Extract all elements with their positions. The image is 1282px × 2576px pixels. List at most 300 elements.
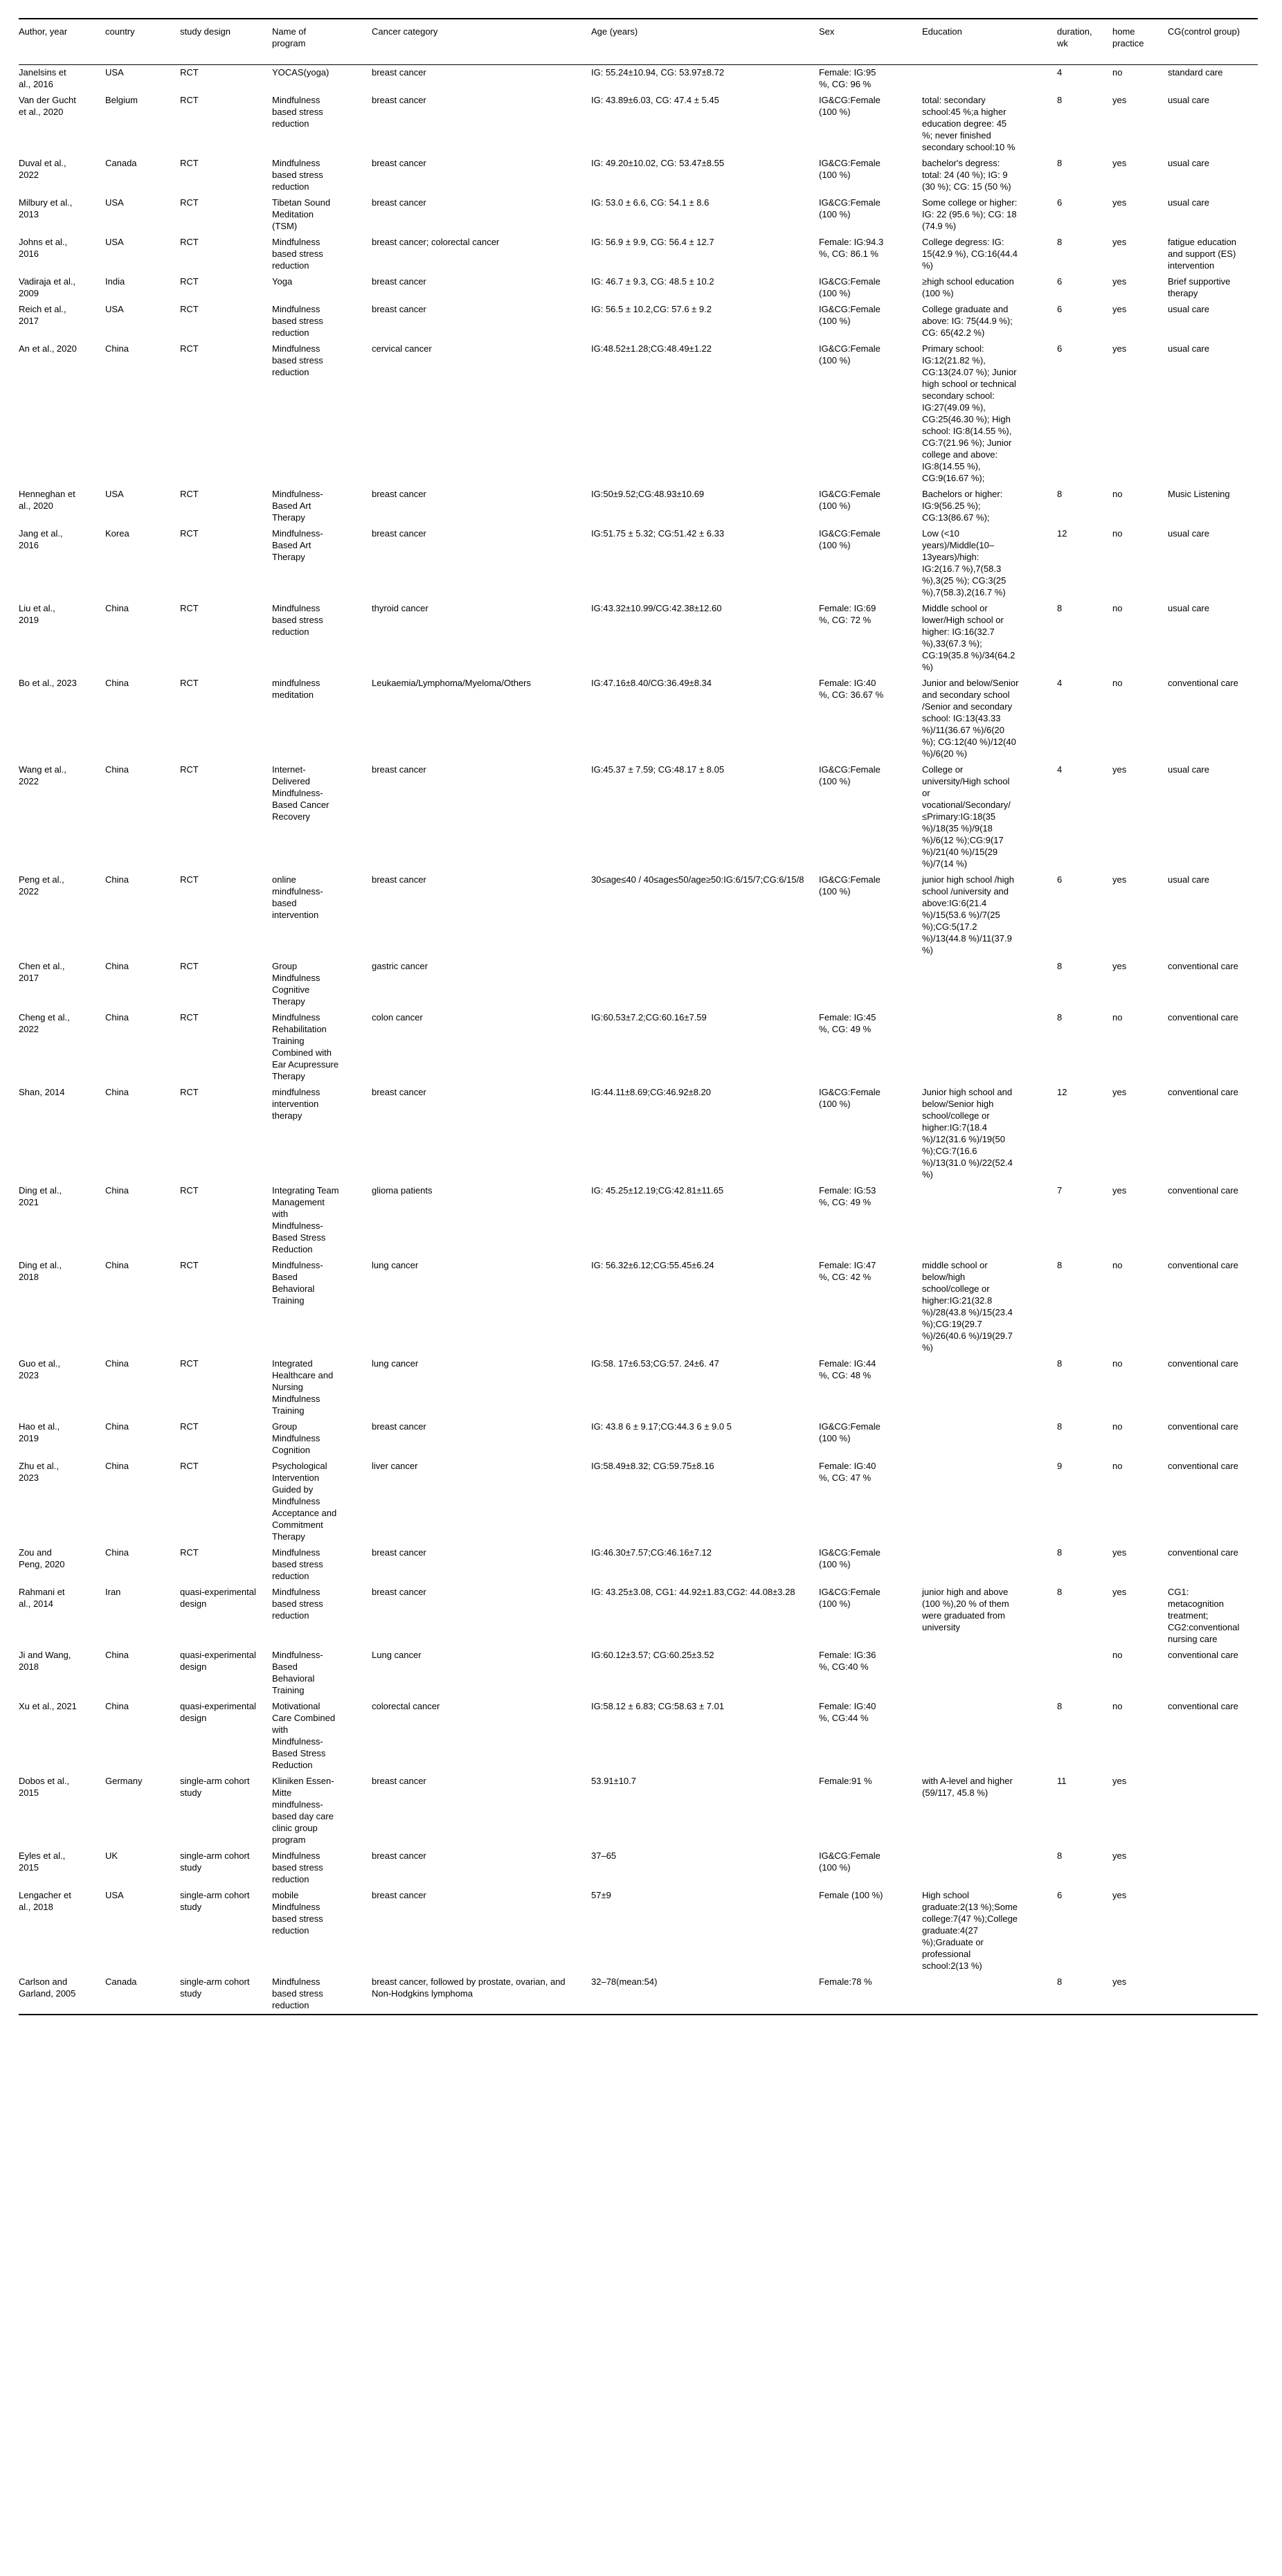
cell-sex: Female: IG:40 %, CG: 47 % [819, 1461, 876, 1483]
cell-category: breast cancer [372, 1547, 426, 1558]
cell-sex: Female: IG:44 %, CG: 48 % [819, 1358, 876, 1380]
cell-education: bachelor's degress: total: 24 (40 %); IG: 9 (30 %); CG: 15 (50 %) [922, 158, 1011, 192]
table-row [19, 156, 1258, 195]
cell-cg: conventional care [1168, 1421, 1238, 1432]
cell-cg: conventional care [1168, 678, 1238, 688]
study-characteristics-table [19, 18, 1258, 2015]
cell-author: An et al., 2020 [19, 343, 77, 354]
cell-duration: 6 [1057, 304, 1063, 314]
cell-home: no [1112, 1421, 1123, 1432]
cell-design: quasi-experimental design [180, 1701, 256, 1723]
cell-age: IG:44.11±8.69;CG:46.92±8.20 [591, 1087, 712, 1097]
cell-education [922, 1459, 1057, 1545]
cell-age: IG:43.32±10.99/CG:42.38±12.60 [591, 603, 722, 613]
table-row [19, 1585, 1258, 1648]
cell-education: middle school or below/high school/college or higher:IG:21(32.8 %)/28(43.8 %)/15(23.4 %);CG:19(29.7 %)/26(40.6 %)/19(29.7 %) [922, 1260, 1013, 1353]
cell-category: gastric cancer [372, 961, 428, 971]
cell-home: yes [1112, 874, 1127, 885]
column-header-age: Age (years) [591, 19, 819, 65]
cell-age: IG: 45.25±12.19;CG:42.81±11.65 [591, 1185, 724, 1196]
cell-home: yes [1112, 1976, 1127, 1987]
cell-education: total: secondary school:45 %;a higher education degree: 45 %; never finished secondary school:10 % [922, 95, 1015, 152]
cell-cg: Brief supportive therapy [1168, 276, 1231, 298]
cell-home: no [1112, 1701, 1123, 1711]
cell-design: RCT [180, 1012, 199, 1023]
cell-country: Canada [105, 158, 137, 168]
cell-program: Psychological Intervention Guided by Mindfulness Acceptance and Commitment Therapy [272, 1461, 337, 1542]
cell-age: IG:58.49±8.32; CG:59.75±8.16 [591, 1461, 714, 1471]
cell-education: College degress: IG: 15(42.9 %), CG:16(44.4 %) [922, 237, 1018, 271]
cell-design: RCT [180, 874, 199, 885]
column-header-sex: Sex [819, 19, 922, 65]
cell-education [922, 1974, 1057, 2015]
cell-country: China [105, 1421, 129, 1432]
cell-cg: usual care [1168, 874, 1209, 885]
cell-category: colon cancer [372, 1012, 423, 1023]
cell-duration: 4 [1057, 67, 1063, 78]
cell-category: liver cancer [372, 1461, 418, 1471]
cell-education: Bachelors or higher: IG:9(56.25 %); CG:13(86.67 %); [922, 489, 1003, 523]
cell-cg: conventional care [1168, 1087, 1238, 1097]
cell-age: 53.91±10.7 [591, 1776, 636, 1786]
cell-author: Hao et al., 2019 [19, 1421, 60, 1443]
cell-duration: 6 [1057, 874, 1063, 885]
cell-age: IG: 53.0 ± 6.6, CG: 54.1 ± 8.6 [591, 197, 710, 208]
table-body [19, 65, 1258, 2015]
cell-category: breast cancer [372, 489, 426, 499]
cell-sex: IG&CG:Female (100 %) [819, 343, 881, 366]
cell-program: YOCAS(yoga) [272, 67, 329, 78]
cell-program: Mindfulness based stress reduction [272, 343, 323, 377]
cell-program: Motivational Care Combined with Mindfulness-Based Stress Reduction [272, 1701, 336, 1770]
cell-home: yes [1112, 1850, 1127, 1861]
cell-duration: 4 [1057, 764, 1063, 775]
cell-home: yes [1112, 1185, 1127, 1196]
cell-country: China [105, 603, 129, 613]
cell-home: yes [1112, 197, 1127, 208]
cell-age: IG: 55.24±10.94, CG: 53.97±8.72 [591, 67, 725, 78]
cell-author: Henneghan et al., 2020 [19, 489, 75, 511]
cell-sex: IG&CG:Female (100 %) [819, 95, 881, 117]
table-row [19, 235, 1258, 274]
cell-duration: 8 [1057, 158, 1063, 168]
cell-duration: 8 [1057, 1421, 1063, 1432]
cell-design: RCT [180, 678, 199, 688]
cell-duration: 8 [1057, 1976, 1063, 1987]
cell-age: 57±9 [591, 1890, 611, 1900]
cell-design: RCT [180, 343, 199, 354]
cell-author: Milbury et al., 2013 [19, 197, 73, 219]
cell-category: Lung cancer [372, 1650, 422, 1660]
cell-program: Integrating Team Management with Mindfulness-Based Stress Reduction [272, 1185, 339, 1254]
cell-duration: 8 [1057, 95, 1063, 105]
cell-cg: usual care [1168, 603, 1209, 613]
cell-sex: Female:91 % [819, 1776, 872, 1786]
cell-age: IG: 49.20±10.02, CG: 53.47±8.55 [591, 158, 725, 168]
cell-sex: Female: IG:36 %, CG:40 % [819, 1650, 876, 1672]
cell-author: Guo et al., 2023 [19, 1358, 60, 1380]
cell-category: breast cancer, followed by prostate, ovarian, and Non-Hodgkins lymphoma [372, 1976, 566, 1999]
cell-category: breast cancer [372, 1087, 426, 1097]
cell-design: RCT [180, 603, 199, 613]
cell-sex: IG&CG:Female (100 %) [819, 874, 881, 897]
cell-country: Canada [105, 1976, 137, 1987]
cell-design: RCT [180, 961, 199, 971]
cell-sex: Female: IG:47 %, CG: 42 % [819, 1260, 876, 1282]
cell-sex: IG&CG:Female (100 %) [819, 1087, 881, 1109]
cell-cg: conventional care [1168, 1185, 1238, 1196]
cell-author: Lengacher et al., 2018 [19, 1890, 71, 1912]
cell-education: with A-level and higher (59/117, 45.8 %) [922, 1776, 1013, 1798]
table-row [19, 1545, 1258, 1585]
cell-category: breast cancer [372, 158, 426, 168]
cell-country: USA [105, 67, 124, 78]
cell-category: thyroid cancer [372, 603, 428, 613]
cell-education: College or university/High school or vocational/Secondary/≤Primary:IG:18(35 %)/18(35 %)/9(18 %)/6(12 %);CG:9(17 %)/21(40 %)/15(29 %)/7(14 %) [922, 764, 1011, 869]
cell-design: quasi-experimental design [180, 1650, 256, 1672]
cell-program: Group Mindfulness Cognitive Therapy [272, 961, 320, 1007]
cell-country: China [105, 764, 129, 775]
cell-program: online mindfulness-based intervention [272, 874, 323, 920]
cell-home: yes [1112, 343, 1127, 354]
cell-author: Janelsins et al., 2016 [19, 67, 66, 89]
cell-design: single-arm cohort study [180, 1890, 250, 1912]
table-row [19, 1648, 1258, 1699]
cell-cg: Music Listening [1168, 489, 1230, 499]
cell-home: yes [1112, 1890, 1127, 1900]
cell-sex: Female: IG:53 %, CG: 49 % [819, 1185, 876, 1207]
cell-duration [1057, 1648, 1112, 1699]
cell-country: China [105, 1358, 129, 1369]
cell-country: China [105, 1547, 129, 1558]
cell-design: RCT [180, 764, 199, 775]
cell-sex: Female:78 % [819, 1976, 872, 1987]
cell-program: Integrated Healthcare and Nursing Mindfulness Training [272, 1358, 334, 1416]
cell-cg [1168, 1888, 1258, 1974]
cell-sex: Female: IG:94.3 %, CG: 86.1 % [819, 237, 884, 259]
cell-design: RCT [180, 1358, 199, 1369]
table-row [19, 1356, 1258, 1419]
cell-home: yes [1112, 276, 1127, 287]
cell-country: China [105, 874, 129, 885]
table-row [19, 1419, 1258, 1459]
cell-author: Ding et al., 2021 [19, 1185, 62, 1207]
cell-program: mobile Mindfulness based stress reduction [272, 1890, 323, 1936]
cell-category: cervical cancer [372, 343, 432, 354]
cell-age: IG:45.37 ± 7.59; CG:48.17 ± 8.05 [591, 764, 725, 775]
cell-category: glioma patients [372, 1185, 433, 1196]
cell-age: IG:50±9.52;CG:48.93±10.69 [591, 489, 705, 499]
cell-author: Bo et al., 2023 [19, 678, 77, 688]
cell-program: Mindfulness based stress reduction [272, 1850, 323, 1884]
cell-design: single-arm cohort study [180, 1976, 250, 1999]
cell-category: colorectal cancer [372, 1701, 440, 1711]
cell-sex: IG&CG:Female (100 %) [819, 304, 881, 326]
cell-program: mindfulness intervention therapy [272, 1087, 320, 1121]
cell-cg [1168, 1774, 1258, 1848]
cell-author: Eyles et al., 2015 [19, 1850, 66, 1873]
cell-country: China [105, 1701, 129, 1711]
cell-category: lung cancer [372, 1358, 419, 1369]
cell-duration: 8 [1057, 1012, 1063, 1023]
cell-author: Van der Gucht et al., 2020 [19, 95, 76, 117]
cell-design: RCT [180, 1087, 199, 1097]
cell-sex: IG&CG:Female (100 %) [819, 1547, 881, 1569]
cell-category: breast cancer [372, 764, 426, 775]
cell-cg: conventional care [1168, 1547, 1238, 1558]
table-row [19, 302, 1258, 341]
cell-category: breast cancer [372, 197, 426, 208]
table-row [19, 1888, 1258, 1974]
cell-program: Mindfulness-Based Behavioral Training [272, 1260, 323, 1306]
cell-program: Mindfulness based stress reduction [272, 1547, 323, 1581]
cell-sex: Female: IG:40 %, CG: 36.67 % [819, 678, 884, 700]
cell-education: ≥high school education (100 %) [922, 276, 1014, 298]
cell-home: no [1112, 489, 1123, 499]
cell-duration: 6 [1057, 343, 1063, 354]
cell-category: lung cancer [372, 1260, 419, 1270]
cell-design: RCT [180, 1461, 199, 1471]
cell-country: India [105, 276, 125, 287]
cell-design: RCT [180, 237, 199, 247]
cell-program: Mindfulness based stress reduction [272, 603, 323, 637]
cell-age: 37–65 [591, 1850, 617, 1861]
cell-design: single-arm cohort study [180, 1776, 250, 1798]
cell-cg: usual care [1168, 764, 1209, 775]
cell-country: USA [105, 304, 124, 314]
cell-program: Mindfulness-Based Art Therapy [272, 528, 323, 562]
column-header-design: study design [180, 19, 272, 65]
cell-cg: standard care [1168, 67, 1223, 78]
cell-cg [1168, 1848, 1258, 1888]
cell-home: yes [1112, 1776, 1127, 1786]
cell-sex: IG&CG:Female (100 %) [819, 764, 881, 786]
table-row [19, 959, 1258, 1010]
cell-country: China [105, 1461, 129, 1471]
column-header-cg: CG(control group) [1168, 19, 1258, 65]
cell-home: no [1112, 1012, 1123, 1023]
cell-author: Chen et al., 2017 [19, 961, 65, 983]
cell-cg: conventional care [1168, 1012, 1238, 1023]
cell-sex: IG&CG:Female (100 %) [819, 158, 881, 180]
cell-sex: Female: IG:40 %, CG:44 % [819, 1701, 876, 1723]
cell-country: China [105, 343, 129, 354]
cell-category: breast cancer [372, 1850, 426, 1861]
cell-country: Belgium [105, 95, 138, 105]
cell-age: IG:51.75 ± 5.32; CG:51.42 ± 6.33 [591, 528, 725, 539]
table-row [19, 526, 1258, 601]
cell-education: Junior and below/Senior and secondary school /Senior and secondary school: IG:13(43.33 %)/11(36.67 %)/6(20 %); CG:12(40 %)/12(40 %)/6(20 %) [922, 678, 1019, 759]
cell-age: 32–78(mean:54) [591, 1976, 658, 1987]
cell-home: yes [1112, 961, 1127, 971]
cell-age: IG:48.52±1.28;CG:48.49±1.22 [591, 343, 712, 354]
cell-design: RCT [180, 276, 199, 287]
cell-duration: 8 [1057, 603, 1063, 613]
cell-cg: usual care [1168, 197, 1209, 208]
cell-sex: IG&CG:Female (100 %) [819, 197, 881, 219]
cell-education [922, 1356, 1057, 1419]
cell-author: Ding et al., 2018 [19, 1260, 62, 1282]
cell-education: Some college or higher: IG: 22 (95.6 %); CG: 18 (74.9 %) [922, 197, 1018, 231]
cell-country: China [105, 1650, 129, 1660]
table-row [19, 1699, 1258, 1774]
cell-country: USA [105, 489, 124, 499]
cell-author: Ji and Wang, 2018 [19, 1650, 71, 1672]
cell-home: yes [1112, 237, 1127, 247]
cell-cg: CG1: metacognition treatment; CG2:conventional nursing care [1168, 1587, 1240, 1644]
cell-category: breast cancer [372, 276, 426, 287]
header-row [19, 19, 1258, 65]
cell-age: IG:58.12 ± 6.83; CG:58.63 ± 7.01 [591, 1701, 725, 1711]
cell-education [922, 1010, 1057, 1085]
cell-program: Yoga [272, 276, 293, 287]
cell-duration: 8 [1057, 1547, 1063, 1558]
table-header [19, 19, 1258, 65]
cell-education [922, 1848, 1057, 1888]
cell-country: UK [105, 1850, 118, 1861]
cell-age: IG:60.12±3.57; CG:60.25±3.52 [591, 1650, 714, 1660]
cell-country: China [105, 678, 129, 688]
cell-home: no [1112, 67, 1123, 78]
table-row [19, 762, 1258, 872]
cell-design: RCT [180, 67, 199, 78]
column-header-country: country [105, 19, 180, 65]
cell-home: no [1112, 1461, 1123, 1471]
cell-design: quasi-experimental design [180, 1587, 256, 1609]
cell-country: USA [105, 1890, 124, 1900]
cell-home: yes [1112, 304, 1127, 314]
cell-country: China [105, 1012, 129, 1023]
column-header-program: Name of program [272, 19, 372, 65]
cell-age: IG:58. 17±6.53;CG:57. 24±6. 47 [591, 1358, 719, 1369]
cell-author: Shan, 2014 [19, 1087, 65, 1097]
cell-education: Junior high school and below/Senior high school/college or higher:IG:7(18.4 %)/12(31.6 %)/19(50 %);CG:7(16.6 %)/13(31.0 %)/22(52.4 %) [922, 1087, 1013, 1180]
column-header-author: Author, year [19, 19, 105, 65]
cell-sex: IG&CG:Female (100 %) [819, 489, 881, 511]
cell-home: yes [1112, 1547, 1127, 1558]
cell-duration: 8 [1057, 489, 1063, 499]
cell-author: Cheng et al., 2022 [19, 1012, 70, 1034]
cell-cg [1168, 1974, 1258, 2015]
cell-author: Rahmani et al., 2014 [19, 1587, 65, 1609]
table-row [19, 1085, 1258, 1183]
cell-sex: Female (100 %) [819, 1890, 883, 1900]
table-row [19, 872, 1258, 959]
column-header-home: home practice [1112, 19, 1168, 65]
cell-sex: IG&CG:Female (100 %) [819, 276, 881, 298]
cell-home: yes [1112, 1087, 1127, 1097]
cell-home: no [1112, 603, 1123, 613]
table-row [19, 1258, 1258, 1356]
table-row [19, 676, 1258, 762]
cell-education [922, 959, 1057, 1010]
cell-age: IG:60.53±7.2;CG:60.16±7.59 [591, 1012, 707, 1023]
cell-program: mindfulness meditation [272, 678, 320, 700]
cell-category: breast cancer [372, 1587, 426, 1597]
cell-age: IG: 56.5 ± 10.2,CG: 57.6 ± 9.2 [591, 304, 712, 314]
cell-age: IG: 56.32±6.12;CG:55.45±6.24 [591, 1260, 714, 1270]
cell-duration: 8 [1057, 1260, 1063, 1270]
cell-country: China [105, 961, 129, 971]
cell-age [591, 959, 819, 1010]
cell-duration: 6 [1057, 1890, 1063, 1900]
cell-education [922, 1699, 1057, 1774]
table-row [19, 487, 1258, 526]
cell-author: Vadiraja et al., 2009 [19, 276, 76, 298]
cell-author: Carlson and Garland, 2005 [19, 1976, 76, 1999]
cell-author: Peng et al., 2022 [19, 874, 64, 897]
table-row [19, 195, 1258, 235]
cell-duration: 8 [1057, 237, 1063, 247]
cell-cg: conventional care [1168, 1650, 1238, 1660]
cell-home: no [1112, 678, 1123, 688]
cell-duration: 8 [1057, 1587, 1063, 1597]
cell-program: Mindfulness based stress reduction [272, 1587, 323, 1621]
table-row [19, 1848, 1258, 1888]
cell-duration: 8 [1057, 1701, 1063, 1711]
cell-program: Mindfulness based stress reduction [272, 158, 323, 192]
cell-category: Leukaemia/Lymphoma/Myeloma/Others [372, 678, 532, 688]
cell-cg: conventional care [1168, 1358, 1238, 1369]
cell-author: Dobos et al., 2015 [19, 1776, 69, 1798]
cell-program: Mindfulness-Based Behavioral Training [272, 1650, 323, 1695]
table-row [19, 1010, 1258, 1085]
cell-education [922, 1183, 1057, 1258]
cell-education [922, 1648, 1057, 1699]
cell-cg: conventional care [1168, 1260, 1238, 1270]
cell-duration: 6 [1057, 197, 1063, 208]
cell-cg: usual care [1168, 528, 1209, 539]
cell-education: junior high and above (100 %),20 % of them were graduated from university [922, 1587, 1009, 1632]
cell-education [922, 1545, 1057, 1585]
cell-education: High school graduate:2(13 %);Some college:7(47 %);College graduate:4(27 %);Graduate or professional school:2(13 %) [922, 1890, 1018, 1971]
cell-design: RCT [180, 1421, 199, 1432]
cell-author: Liu et al., 2019 [19, 603, 55, 625]
cell-home: no [1112, 1650, 1123, 1660]
cell-design: RCT [180, 1185, 199, 1196]
cell-design: RCT [180, 197, 199, 208]
cell-home: no [1112, 1358, 1123, 1369]
cell-cg: usual care [1168, 304, 1209, 314]
table-row [19, 341, 1258, 487]
cell-author: Johns et al., 2016 [19, 237, 68, 259]
table-row [19, 65, 1258, 93]
cell-education: Primary school: IG:12(21.82 %), CG:13(24.07 %); Junior high school or technical secondary school: IG:27(49.09 %), CG:25(46.30 %); High school: IG:8(14.55 %), CG:7(21.96 %); Junior college and above: IG:8(14.55 %), CG:9(16.67 %); [922, 343, 1017, 483]
column-header-duration: duration, wk [1057, 19, 1112, 65]
cell-program: Kliniken Essen-Mitte mindfulness-based day care clinic group program [272, 1776, 334, 1845]
cell-education: junior high school /high school /university and above:IG:6(21.4 %)/15(53.6 %)/7(25 %);CG:5(17.2 %)/13(44.8 %)/11(37.9 %) [922, 874, 1014, 955]
cell-category: breast cancer [372, 1421, 426, 1432]
cell-education: Middle school or lower/High school or higher: IG:16(32.7 %),33(67.3 %); CG:19(35.8 %)/34(64.2 %) [922, 603, 1015, 672]
table-row [19, 1974, 1258, 2015]
cell-design: RCT [180, 528, 199, 539]
cell-program: Mindfulness based stress reduction [272, 304, 323, 338]
cell-category: breast cancer [372, 528, 426, 539]
cell-program: Mindfulness Rehabilitation Training Combined with Ear Acupressure Therapy [272, 1012, 339, 1081]
table-row [19, 1774, 1258, 1848]
cell-duration: 6 [1057, 276, 1063, 287]
cell-duration: 9 [1057, 1461, 1063, 1471]
cell-age: IG: 56.9 ± 9.9, CG: 56.4 ± 12.7 [591, 237, 714, 247]
cell-cg: usual care [1168, 95, 1209, 105]
cell-program: Tibetan Sound Meditation (TSM) [272, 197, 331, 231]
cell-duration: 11 [1057, 1776, 1067, 1786]
cell-duration: 8 [1057, 1358, 1063, 1369]
cell-cg: usual care [1168, 343, 1209, 354]
cell-home: yes [1112, 95, 1127, 105]
cell-category: breast cancer [372, 304, 426, 314]
cell-cg: conventional care [1168, 1461, 1238, 1471]
